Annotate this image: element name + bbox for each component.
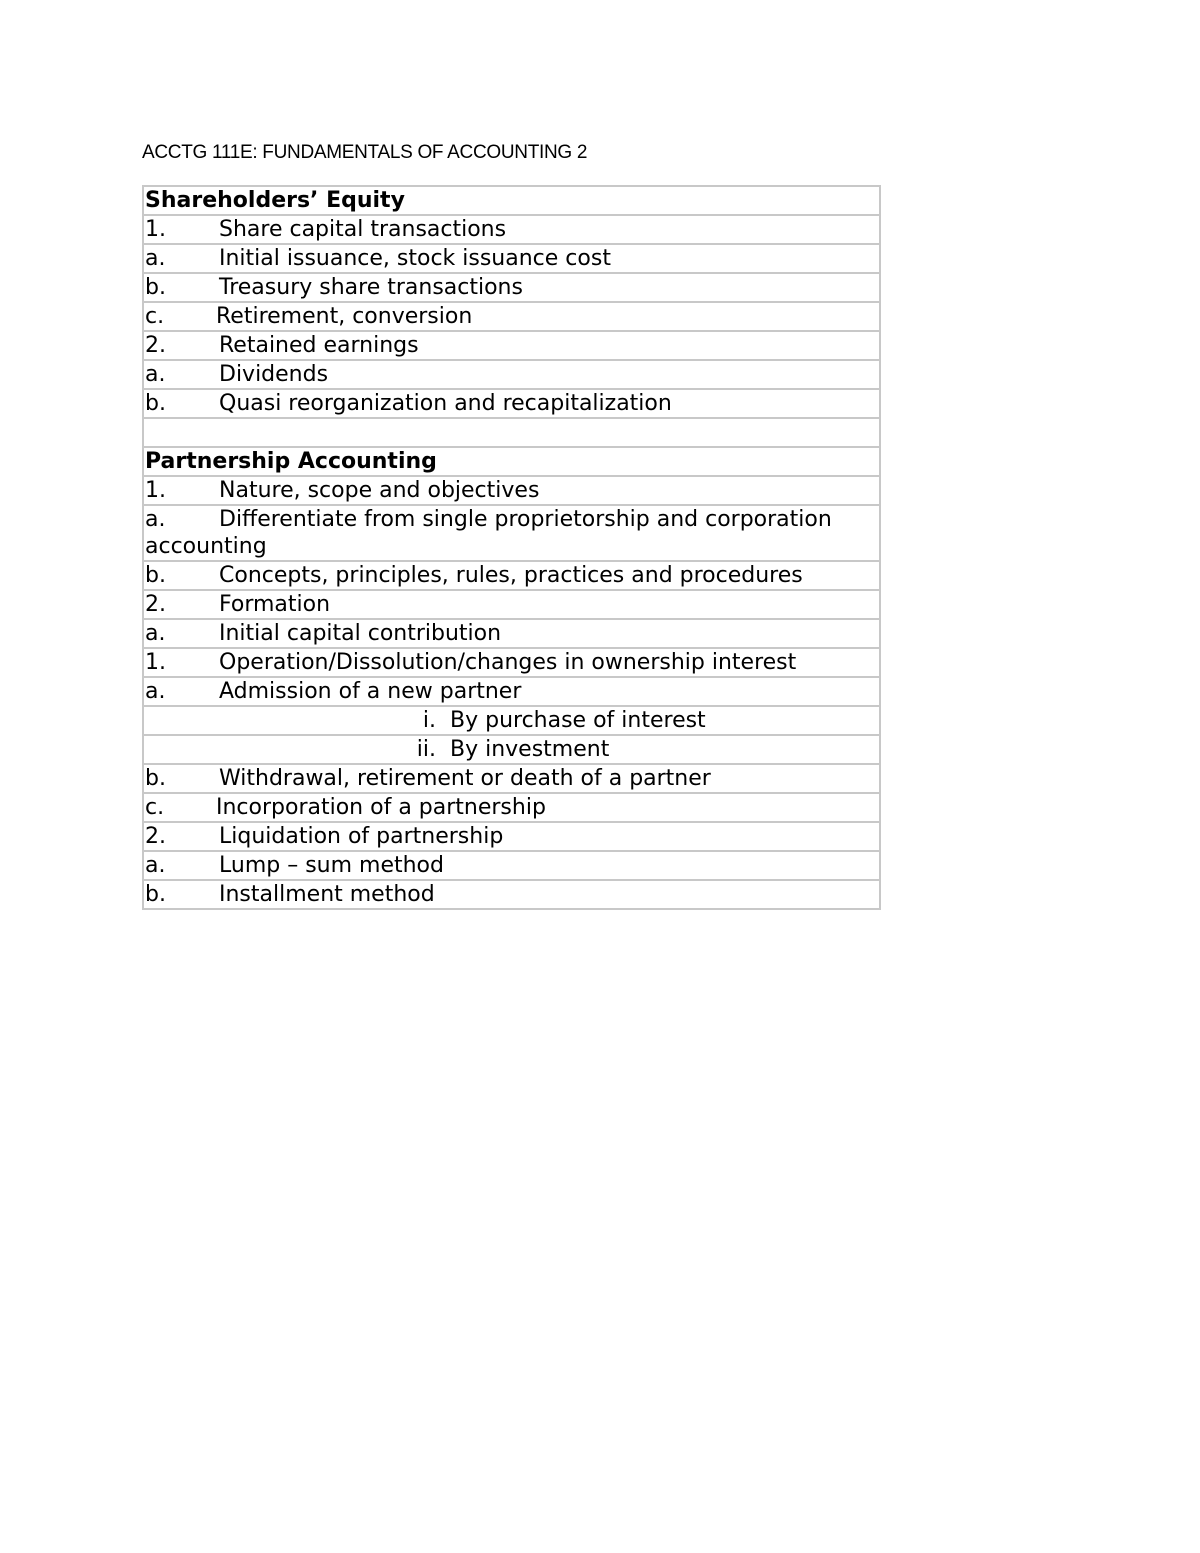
row-text: Withdrawal, retirement or death of a partner — [219, 766, 711, 791]
row-text: Treasury share transactions — [219, 275, 523, 300]
row-text: Dividends — [219, 362, 329, 387]
row-marker: b. — [145, 391, 166, 416]
row-marker: 1. — [145, 217, 166, 242]
outline-row — [144, 678, 879, 707]
row-text: Retirement, conversion — [216, 304, 473, 329]
section-heading — [144, 448, 879, 477]
outline-row — [144, 823, 879, 852]
row-text: Incorporation of a partnership — [216, 795, 546, 820]
row-text: Operation/Dissolution/changes in ownership interest — [219, 650, 797, 675]
outline-row — [144, 649, 879, 678]
row-marker: ii. — [416, 737, 436, 762]
row-marker: a. — [145, 621, 166, 646]
row-marker: a. — [145, 507, 166, 532]
outline-subrow — [144, 736, 879, 765]
row-marker: 1. — [145, 478, 166, 503]
outline-row — [144, 562, 879, 591]
outline-row — [144, 852, 879, 881]
blank-row — [144, 419, 879, 448]
outline-row — [144, 794, 879, 823]
row-marker: a. — [145, 362, 166, 387]
row-marker: 1. — [145, 650, 166, 675]
outline-row — [144, 620, 879, 649]
row-text: Shareholders’ Equity — [145, 188, 405, 213]
row-text: Retained earnings — [219, 333, 419, 358]
row-text: Initial issuance, stock issuance cost — [219, 246, 611, 271]
outline-row — [144, 765, 879, 794]
outline-row — [144, 881, 879, 910]
row-text: Admission of a new partner — [219, 679, 522, 704]
outline-row — [144, 332, 879, 361]
row-text: Lump – sum method — [219, 853, 444, 878]
row-text: Quasi reorganization and recapitalization — [219, 391, 672, 416]
row-text: Partnership Accounting — [145, 449, 437, 474]
row-text: Concepts, principles, rules, practices and procedures — [219, 563, 803, 588]
outline-row — [144, 506, 879, 562]
outline-row — [144, 245, 879, 274]
row-marker: c. — [145, 795, 165, 820]
outline-table — [142, 185, 881, 910]
row-marker: i. — [422, 708, 436, 733]
row-marker: a. — [145, 853, 166, 878]
row-marker: b. — [145, 882, 166, 907]
section-heading — [144, 187, 879, 216]
row-marker: c. — [145, 304, 165, 329]
outline-subrow — [144, 707, 879, 736]
row-text: By investment — [450, 737, 610, 762]
row-marker: b. — [145, 275, 166, 300]
row-text: Share capital transactions — [219, 217, 507, 242]
row-marker: 2. — [145, 592, 166, 617]
row-marker: 2. — [145, 824, 166, 849]
outline-row — [144, 216, 879, 245]
row-marker: a. — [145, 246, 166, 271]
outline-row — [144, 303, 879, 332]
row-text: Installment method — [219, 882, 435, 907]
outline-row — [144, 361, 879, 390]
row-marker: a. — [145, 679, 166, 704]
row-text: Liquidation of partnership — [219, 824, 504, 849]
row-text: Initial capital contribution — [219, 621, 502, 646]
row-marker: 2. — [145, 333, 166, 358]
row-marker: b. — [145, 766, 166, 791]
row-text: Differentiate from single proprietorship and corporation accounting — [145, 507, 832, 559]
document-title: ACCTG 111E: FUNDAMENTALS OF ACCOUNTING 2 — [142, 142, 588, 163]
outline-row — [144, 591, 879, 620]
row-marker: b. — [145, 563, 166, 588]
row-text: Formation — [219, 592, 331, 617]
row-text: By purchase of interest — [450, 708, 706, 733]
outline-row — [144, 390, 879, 419]
row-text: Nature, scope and objectives — [219, 478, 540, 503]
outline-row — [144, 477, 879, 506]
outline-row — [144, 274, 879, 303]
